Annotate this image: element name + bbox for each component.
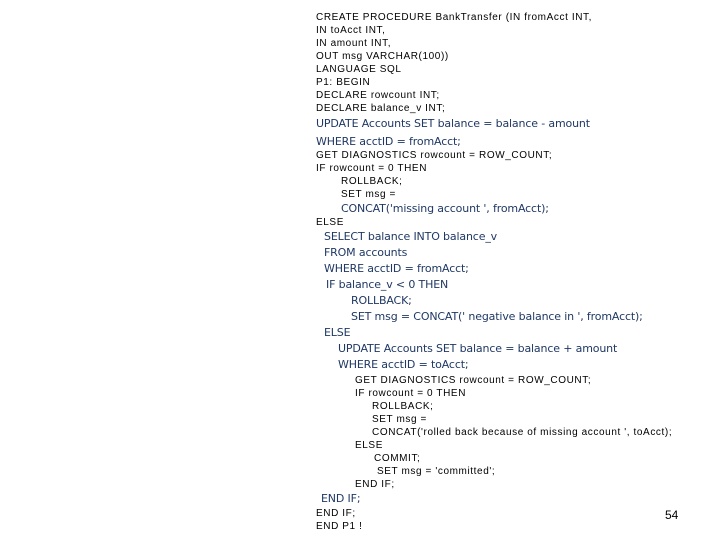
code-line: OUT msg VARCHAR(100)) (316, 51, 449, 62)
page-number: 54 (665, 508, 679, 522)
code-line: GET DIAGNOSTICS rowcount = ROW_COUNT; (316, 150, 553, 161)
code-line-highlight: ROLLBACK; (351, 294, 412, 307)
code-line: IF rowcount = 0 THEN (355, 388, 467, 399)
code-line: GET DIAGNOSTICS rowcount = ROW_COUNT; (355, 375, 592, 386)
code-line-highlight: SET msg = CONCAT(' negative balance in ', fromAcct); (351, 310, 643, 323)
code-line: IF rowcount = 0 THEN (316, 163, 428, 174)
code-line-highlight: WHERE acctID = toAcct; (338, 358, 469, 371)
code-line-highlight: UPDATE Accounts SET balance = balance - amount (316, 117, 590, 130)
code-line: ROLLBACK; (372, 401, 434, 412)
code-line: IN amount INT, (316, 38, 392, 49)
code-line-highlight: FROM accounts (324, 246, 408, 259)
code-line: ELSE (316, 217, 344, 228)
code-line-highlight: WHERE acctID = fromAcct; (324, 262, 469, 275)
code-line: ROLLBACK; (341, 176, 403, 187)
code-line-highlight: ELSE (324, 326, 351, 339)
code-line-highlight: END IF; (321, 492, 361, 505)
code-line-highlight: CONCAT('missing account ', fromAcct); (341, 202, 549, 215)
code-line-highlight: IF balance_v < 0 THEN (326, 278, 449, 291)
code-line: LANGUAGE SQL (316, 64, 402, 75)
code-line: CONCAT('rolled back because of missing account ', toAcct); (372, 427, 673, 438)
code-line: DECLARE balance_v INT; (316, 103, 446, 114)
code-line: SET msg = (372, 414, 427, 425)
code-line-highlight: SELECT balance INTO balance_v (324, 230, 498, 243)
code-line: END IF; (355, 479, 395, 490)
code-line: END IF; (316, 508, 356, 519)
code-line: END P1 ! (316, 521, 363, 532)
code-line: ELSE (355, 440, 383, 451)
code-line: IN toAcct INT, (316, 25, 386, 36)
code-line: SET msg = 'committed'; (377, 466, 496, 477)
code-line: SET msg = (341, 189, 396, 200)
code-line: P1: BEGIN (316, 77, 371, 88)
code-line-highlight: WHERE acctID = fromAcct; (316, 135, 461, 148)
code-line: COMMIT; (374, 453, 421, 464)
code-line: DECLARE rowcount INT; (316, 90, 440, 101)
code-line-highlight: UPDATE Accounts SET balance = balance + amount (338, 342, 618, 355)
code-line: CREATE PROCEDURE BankTransfer (IN fromAcct INT, (316, 12, 593, 23)
